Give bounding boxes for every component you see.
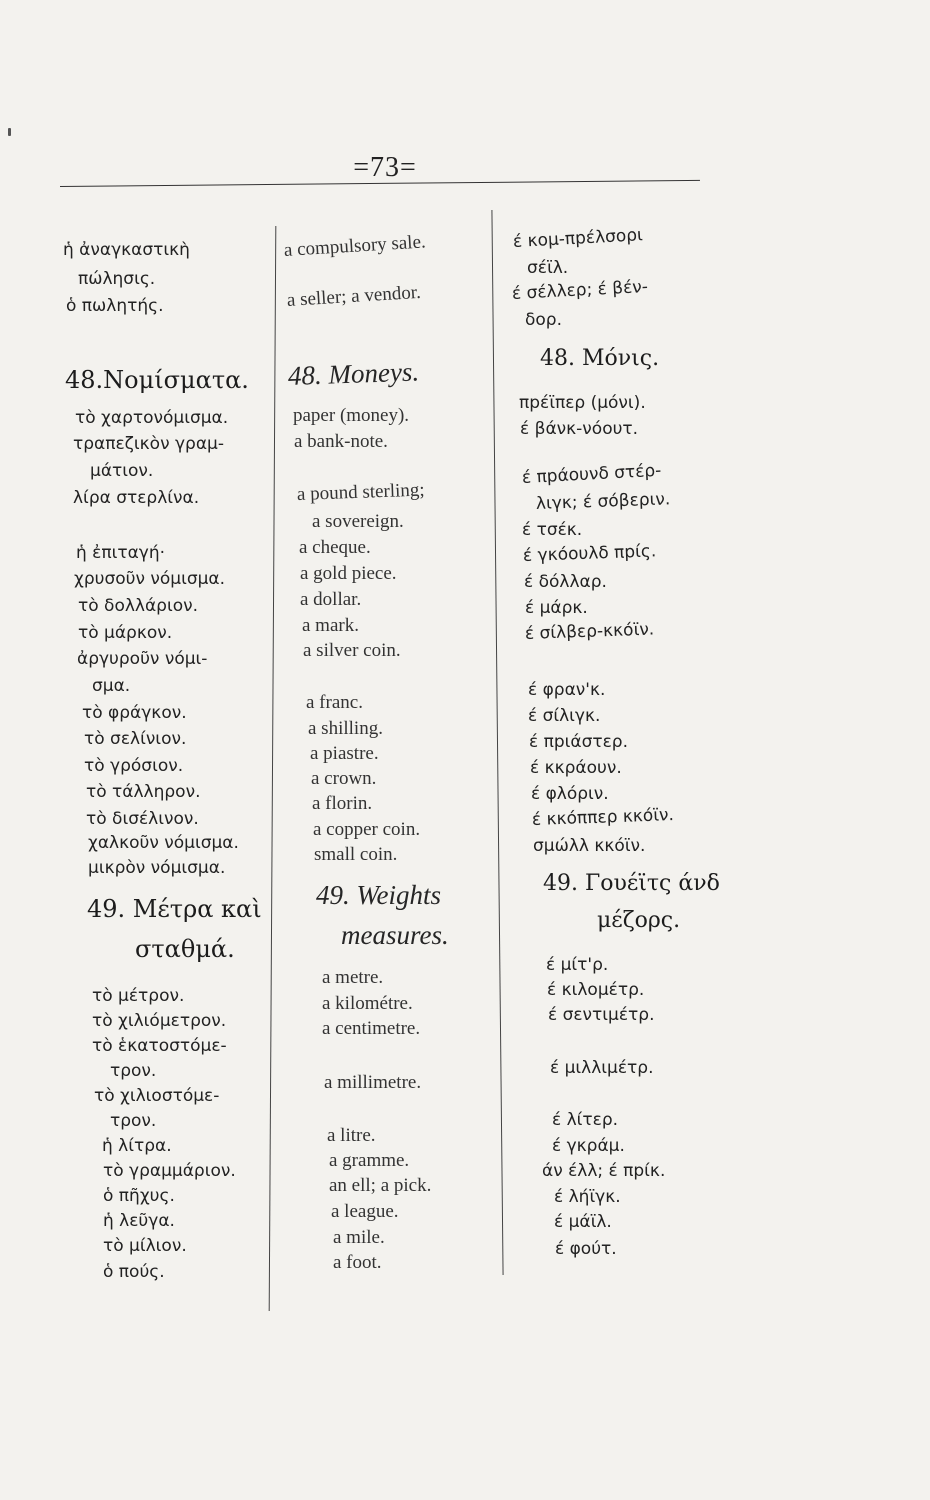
translit-line: έ μάϊλ.	[554, 1212, 612, 1232]
english-line: a dollar.	[300, 589, 362, 610]
section-heading-greek: 49. Μέτρα καὶ	[87, 895, 262, 923]
english-line: a gramme.	[329, 1150, 410, 1171]
translit-line: έ φραν'κ.	[528, 680, 606, 700]
greek-line: ὁ πωλητής.	[66, 296, 164, 316]
greek-line: τὸ σελίνιον.	[84, 729, 187, 749]
greek-line: τὸ χιλιοστόμε-	[94, 1086, 220, 1106]
column-divider-left	[269, 226, 277, 1311]
english-line: a foot.	[333, 1252, 382, 1273]
greek-line: τραπεζικὸν γραμ-	[73, 434, 224, 454]
english-line: a sovereign.	[312, 511, 404, 532]
section-heading-english: 48. Moneys.	[287, 356, 420, 391]
english-line: a crown.	[311, 768, 377, 789]
section-heading-translit: 49. Γουέϊτς άνδ	[543, 871, 720, 896]
translit-line: πpέϊπερ (μόνι).	[519, 393, 646, 413]
greek-line: μικρὸν νόμισμα.	[88, 858, 226, 878]
translit-line: έ σίλιγκ.	[528, 706, 601, 726]
greek-line: τὸ χαρτονόμισμα.	[75, 408, 229, 428]
greek-line: τὸ γρόσιον.	[84, 756, 184, 776]
greek-line: τὸ δισέλινον.	[86, 809, 199, 829]
greek-line: τὸ τάλληρον.	[86, 782, 201, 802]
greek-line: τὸ ἑκατοστόμε-	[92, 1036, 227, 1056]
translit-line: σμώλλ κκόϊν.	[533, 836, 646, 856]
greek-line: λίρα στερλίνα.	[73, 488, 200, 508]
english-line: a seller; a vendor.	[286, 281, 422, 311]
translit-line: έ σεντιμέτρ.	[548, 1005, 655, 1025]
english-line: an ell; a pick.	[329, 1175, 432, 1196]
section-heading-english: 49. Weights	[316, 880, 442, 910]
greek-line: τρον.	[110, 1111, 157, 1131]
greek-line: τὸ μέτρον.	[92, 986, 185, 1006]
greek-line: τὸ μίλιον.	[103, 1236, 187, 1256]
english-line: a florin.	[312, 793, 373, 814]
translit-line: έ κκράουν.	[530, 758, 622, 778]
translit-line: έ φλόριν.	[531, 784, 609, 804]
translit-line: έ σέλλερ; έ βέν-	[511, 276, 649, 304]
translit-line: έ μάρκ.	[525, 598, 588, 618]
section-heading-translit-cont: μέζορς.	[597, 908, 681, 933]
translit-line: έ μίτ'ρ.	[546, 955, 609, 975]
greek-line: σμα.	[92, 676, 131, 696]
greek-line: ἡ λίτρα.	[102, 1136, 172, 1156]
section-heading-english-cont: measures.	[341, 920, 449, 950]
section-heading-translit: 48. Μόνις.	[540, 346, 660, 371]
greek-line: ὁ πούς.	[103, 1262, 165, 1282]
translit-line: έ γκράμ.	[552, 1136, 625, 1156]
english-line: paper (money).	[293, 405, 410, 426]
greek-line: χρυσοῦν νόμισμα.	[74, 569, 226, 589]
translit-line: σέϊλ.	[527, 258, 569, 278]
english-line: a cheque.	[299, 537, 371, 558]
section-heading-greek: 48.Νομίσματα.	[65, 366, 249, 394]
greek-line: τὸ γραμμάριον.	[103, 1161, 236, 1181]
greek-line: χαλκοῦν νόμισμα.	[88, 833, 239, 853]
column-divider-right	[491, 210, 503, 1275]
translit-line: έ βάνκ-νόουτ.	[520, 419, 639, 439]
translit-line: έ τσέκ.	[522, 520, 583, 540]
translit-line: έ κκόππερ κκόϊν.	[531, 805, 675, 830]
translit-line: έ λίτερ.	[552, 1110, 619, 1130]
margin-mark	[8, 128, 11, 136]
greek-line: ὁ πῆχυς.	[103, 1186, 175, 1206]
section-heading-greek-cont: σταθμά.	[135, 935, 235, 963]
greek-line: μάτιον.	[90, 461, 154, 481]
english-line: a franc.	[306, 692, 363, 713]
greek-line: ἡ ἐπιταγή·	[76, 543, 166, 563]
english-line: a shilling.	[308, 718, 383, 739]
english-line: a pound sterling;	[296, 479, 425, 505]
english-line: a piastre.	[310, 743, 379, 764]
translit-line: έ πpάουνδ στέρ-	[521, 460, 662, 488]
greek-line: τρον.	[110, 1061, 157, 1081]
greek-line: ἡ λεῦγα.	[103, 1211, 175, 1231]
english-line: a league.	[331, 1201, 399, 1222]
english-line: a kilométre.	[322, 993, 413, 1014]
greek-line: πώλησις.	[78, 269, 156, 289]
english-line: small coin.	[314, 844, 398, 865]
english-line: a copper coin.	[313, 819, 421, 840]
english-line: a centimetre.	[322, 1018, 421, 1039]
greek-line: τὸ μάρκον.	[78, 623, 173, 643]
english-line: a millimetre.	[324, 1072, 422, 1093]
greek-line: ἡ ἀναγκαστικὴ	[63, 240, 190, 260]
translit-line: έ λήϊγκ.	[554, 1187, 621, 1207]
english-line: a metre.	[322, 967, 384, 988]
translit-line: άν έλλ; έ πpίκ.	[542, 1161, 666, 1181]
translit-line: έ κιλομέτρ.	[547, 980, 645, 1000]
english-line: a silver coin.	[303, 640, 401, 661]
greek-line: ἀργυροῦν νόμι-	[77, 649, 208, 669]
page-number: =73=	[353, 152, 417, 183]
translit-line: λιγκ; έ σόβεριν.	[535, 489, 671, 514]
translit-line: έ κομ-πpέλσορι	[512, 225, 644, 252]
translit-line: έ γκόουλδ πpίς.	[522, 541, 657, 566]
english-line: a gold piece.	[300, 563, 397, 584]
english-line: a litre.	[327, 1125, 376, 1146]
translit-line: έ πpιάστερ.	[529, 732, 628, 752]
greek-line: τὸ χιλιόμετρον.	[92, 1011, 227, 1031]
english-line: a mile.	[333, 1227, 385, 1248]
translit-line: έ σίλβερ-κκόϊν.	[524, 619, 655, 644]
translit-line: έ δόλλαρ.	[524, 572, 607, 592]
translit-line: δορ.	[525, 310, 562, 330]
translit-line: έ μιλλιμέτρ.	[550, 1058, 654, 1078]
greek-line: τὸ δολλάριον.	[78, 596, 199, 616]
greek-line: τὸ φράγκον.	[82, 703, 187, 723]
english-line: a compulsory sale.	[283, 231, 427, 261]
english-line: a bank-note.	[294, 431, 388, 452]
english-line: a mark.	[302, 615, 359, 636]
translit-line: έ φούτ.	[555, 1239, 617, 1259]
